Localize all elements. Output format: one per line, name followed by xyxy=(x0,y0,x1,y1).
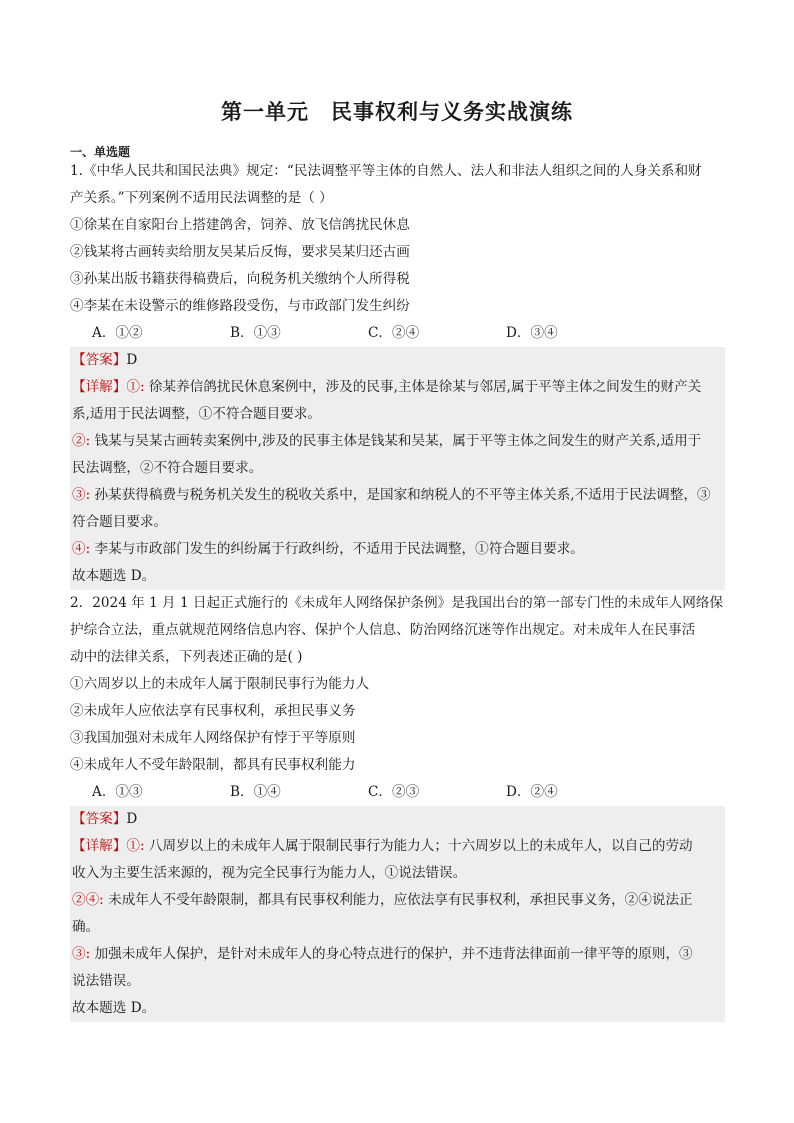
detail-line xyxy=(70,428,725,455)
detail-marker: ②④: xyxy=(72,892,104,908)
statement-item: ②未成年人应依法享有民事权利，承担民事义务 xyxy=(70,703,356,719)
detail-marker: ①: xyxy=(126,379,145,395)
statement-item: ④李某在未设警示的维修路段受伤，与市政部门发生纠纷 xyxy=(70,298,410,314)
answer-options xyxy=(70,779,725,806)
detail-text: 孙某获得稿费与税务机关发生的税收关系中，是国家和纳税人的不平等主体关系,不适用于民法调整，③ xyxy=(90,487,711,503)
detail-line xyxy=(70,941,725,968)
page-title: 第一单元 民事权利与义务实战演练 xyxy=(221,99,573,124)
detail-text: 八周岁以上的未成年人属于限制民事行为能力人；十六周岁以上的未成年人，以自己的劳动 xyxy=(144,838,693,854)
answer-options xyxy=(70,320,725,347)
option-b: B．①④ xyxy=(230,784,281,800)
answer-value: D xyxy=(126,352,138,368)
detail-text: 徐某养信鸽扰民休息案例中，涉及的民事,主体是徐某与邻居,属于平等主体之间发生的财产关 xyxy=(144,379,702,395)
detail-text: 钱某与吴某古画转卖案例中,涉及的民事主体是钱某和吴某，属于平等主体之间发生的财产关系,适用于 xyxy=(90,433,702,449)
answer-line xyxy=(70,806,725,833)
detail-line xyxy=(70,536,725,563)
section-heading: 一、单选题 xyxy=(70,145,131,159)
option-c: C．②③ xyxy=(368,784,420,800)
option-d: D．②④ xyxy=(506,784,558,800)
detail-text: 李某与市政部门发生的纠纷属于行政纠纷，不适用于民法调整，①符合题目要求。 xyxy=(90,541,584,557)
answer-line xyxy=(70,347,725,374)
detail-marker: ③: xyxy=(72,946,91,962)
detail-line: 民法调整，②不符合题目要求。 xyxy=(72,460,263,476)
question-stem: 动中的法律关系，下列表述正确的是( ) xyxy=(70,649,303,665)
question-1 xyxy=(70,158,725,590)
answer-tag: 【答案】 xyxy=(72,811,127,827)
detail-line: 符合题目要求。 xyxy=(72,514,168,530)
detail-marker: ④: xyxy=(72,541,91,557)
answer-block xyxy=(70,806,725,1022)
detail-line: 确。 xyxy=(72,919,100,935)
question-2 xyxy=(70,590,725,1022)
detail-line xyxy=(70,374,725,401)
detail-tag: 【详解】 xyxy=(72,838,127,854)
detail-line xyxy=(70,833,725,860)
statement-item: ③孙某出版书籍获得稿费后，向税务机关缴纳个人所得税 xyxy=(70,271,410,287)
answer-block xyxy=(70,347,725,590)
detail-text: 未成年人不受年龄限制，都具有民事权利能力，应依法享有民事权利，承担民事义务，②④说法正 xyxy=(103,892,693,908)
option-c: C．②④ xyxy=(368,325,420,341)
detail-marker: ①: xyxy=(126,838,145,854)
option-a: A．①③ xyxy=(92,784,143,800)
detail-text: 加强未成年人保护，是针对未成年人的身心特点进行的保护，并不违背法律面前一律平等的原则，③ xyxy=(90,946,693,962)
questions xyxy=(70,158,725,1022)
question-stem: 产关系。”下列案例不适用民法调整的是（ ） xyxy=(70,190,333,206)
detail-line: 说法错误。 xyxy=(72,973,140,989)
question-stem: 1.《中华人民共和国民法典》规定：“民法调整平等主体的自然人、法人和非法人组织之间的人身关系和财 xyxy=(70,163,702,179)
answer-value: D xyxy=(126,811,138,827)
statement-item: ④未成年人不受年龄限制，都具有民事权利能力 xyxy=(70,757,356,773)
option-d: D．③④ xyxy=(506,325,558,341)
detail-marker: ③: xyxy=(72,487,91,503)
detail-marker: ②: xyxy=(72,433,91,449)
statement-item: ①徐某在自家阳台上搭建鸽舍，饲养、放飞信鸽扰民休息 xyxy=(70,217,410,233)
question-stem: 护综合立法，重点就规范网络信息内容、保护个人信息、防治网络沉迷等作出规定。对未成年人在民事活 xyxy=(70,622,696,638)
statement-item: ②钱某将古画转卖给朋友吴某后反悔，要求吴某归还古画 xyxy=(70,244,410,260)
detail-line: 系,适用于民法调整，①不符合题目要求。 xyxy=(72,406,322,422)
option-a: A．①② xyxy=(92,325,143,341)
detail-tag: 【详解】 xyxy=(72,379,127,395)
detail-line xyxy=(70,887,725,914)
statement-item: ③我国加强对未成年人网络保护有悖于平等原则 xyxy=(70,730,356,746)
option-b: B．①③ xyxy=(230,325,281,341)
conclusion-line: 故本题选 D。 xyxy=(72,568,156,584)
answer-tag: 【答案】 xyxy=(72,352,127,368)
conclusion-line: 故本题选 D。 xyxy=(72,1000,156,1016)
question-stem: 2．2024 年 1 月 1 日起正式施行的《未成年人网络保护条例》是我国出台的第一部专门性的未成年人网络保 xyxy=(70,595,724,611)
statement-item: ①六周岁以上的未成年人属于限制民事行为能力人 xyxy=(70,676,370,692)
detail-line: 收入为主要生活来源的，视为完全民事行为能力人，①说法错误。 xyxy=(72,865,467,881)
detail-line xyxy=(70,482,725,509)
